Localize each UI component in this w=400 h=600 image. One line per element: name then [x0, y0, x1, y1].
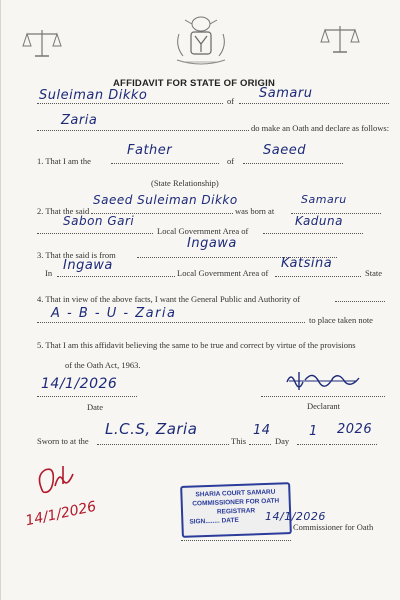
- sworn-court: L.C.S, Zaria: [105, 420, 198, 438]
- scales-icon: [319, 22, 361, 56]
- commissioner-label: Commissioner for Oath: [293, 522, 374, 532]
- sworn-year: 2026: [337, 422, 373, 437]
- oath-text: do make an Oath and declare as follows:: [251, 123, 390, 133]
- relationship-value: Father: [127, 143, 173, 158]
- item-5-label: 5. That I am this affidavit believing the same to be true and correct by virtue of the provisions: [37, 340, 356, 350]
- lga-label: Local Government Area of: [157, 226, 249, 236]
- item-4-end: to place taken note: [309, 315, 373, 325]
- stamp-line-3: REGISTRAR: [216, 507, 256, 516]
- sworn-label: Sworn to at the: [37, 436, 89, 446]
- origin-state: Katsina: [281, 256, 333, 271]
- date-label: Date: [87, 402, 104, 412]
- born-label: was born at: [235, 206, 275, 216]
- of-label: of: [227, 156, 235, 166]
- declarant-signature-icon: [283, 368, 363, 394]
- deponent-place: Samaru: [259, 86, 313, 101]
- in-label: In: [45, 268, 53, 278]
- scales-icon: [21, 26, 63, 60]
- of-label: of: [227, 96, 235, 106]
- deponent-name: Suleiman Dikko: [39, 88, 148, 103]
- document-title: AFFIDAVIT FOR STATE OF ORIGIN: [113, 78, 276, 89]
- origin-town: Ingawa: [187, 236, 237, 251]
- relationship-caption: (State Relationship): [151, 178, 219, 188]
- margin-date: 14/1/2026: [24, 498, 98, 530]
- item-2-label: 2. That the said: [37, 206, 90, 216]
- stamp-line-2: COMMISSIONER FOR OATH: [192, 497, 280, 508]
- birth-state: Kaduna: [295, 214, 343, 228]
- child-name: Saeed: [263, 143, 306, 158]
- signature-date: 14/1/2026: [41, 376, 118, 392]
- item-3-label: 3. That the said is from: [37, 250, 116, 260]
- deponent-town: Zaria: [61, 113, 98, 128]
- declarant-label: Declarant: [307, 401, 341, 411]
- item-4-label: 4. That in view of the above facts, I want the General Public and Authority of: [37, 294, 301, 304]
- day-label: Day: [275, 436, 290, 446]
- state-label: State: [365, 268, 382, 278]
- origin-lga: Ingawa: [63, 258, 113, 273]
- stamp-date: 14/1/2026: [265, 510, 326, 523]
- child-full-name: Saeed Suleiman Dikko: [93, 193, 238, 207]
- birth-lga: Sabon Gari: [63, 214, 135, 228]
- birth-place: Samaru: [301, 193, 347, 206]
- sworn-month: 1: [309, 424, 318, 439]
- lga-label: Local Government Area of: [177, 268, 269, 278]
- this-label: This: [231, 436, 247, 446]
- coat-of-arms-icon: [161, 12, 241, 70]
- item-1-label: 1. That I am the: [37, 156, 91, 166]
- stamp-line-1: SHARIA COURT SAMARU: [195, 488, 276, 499]
- stamp-line-4: SIGN........ DATE: [189, 516, 239, 526]
- item-5-label-2: of the Oath Act, 1963.: [65, 360, 141, 370]
- red-initials-icon: [33, 462, 79, 506]
- authority-value: A - B - U - Zaria: [51, 306, 177, 321]
- sworn-day: 14: [253, 423, 271, 438]
